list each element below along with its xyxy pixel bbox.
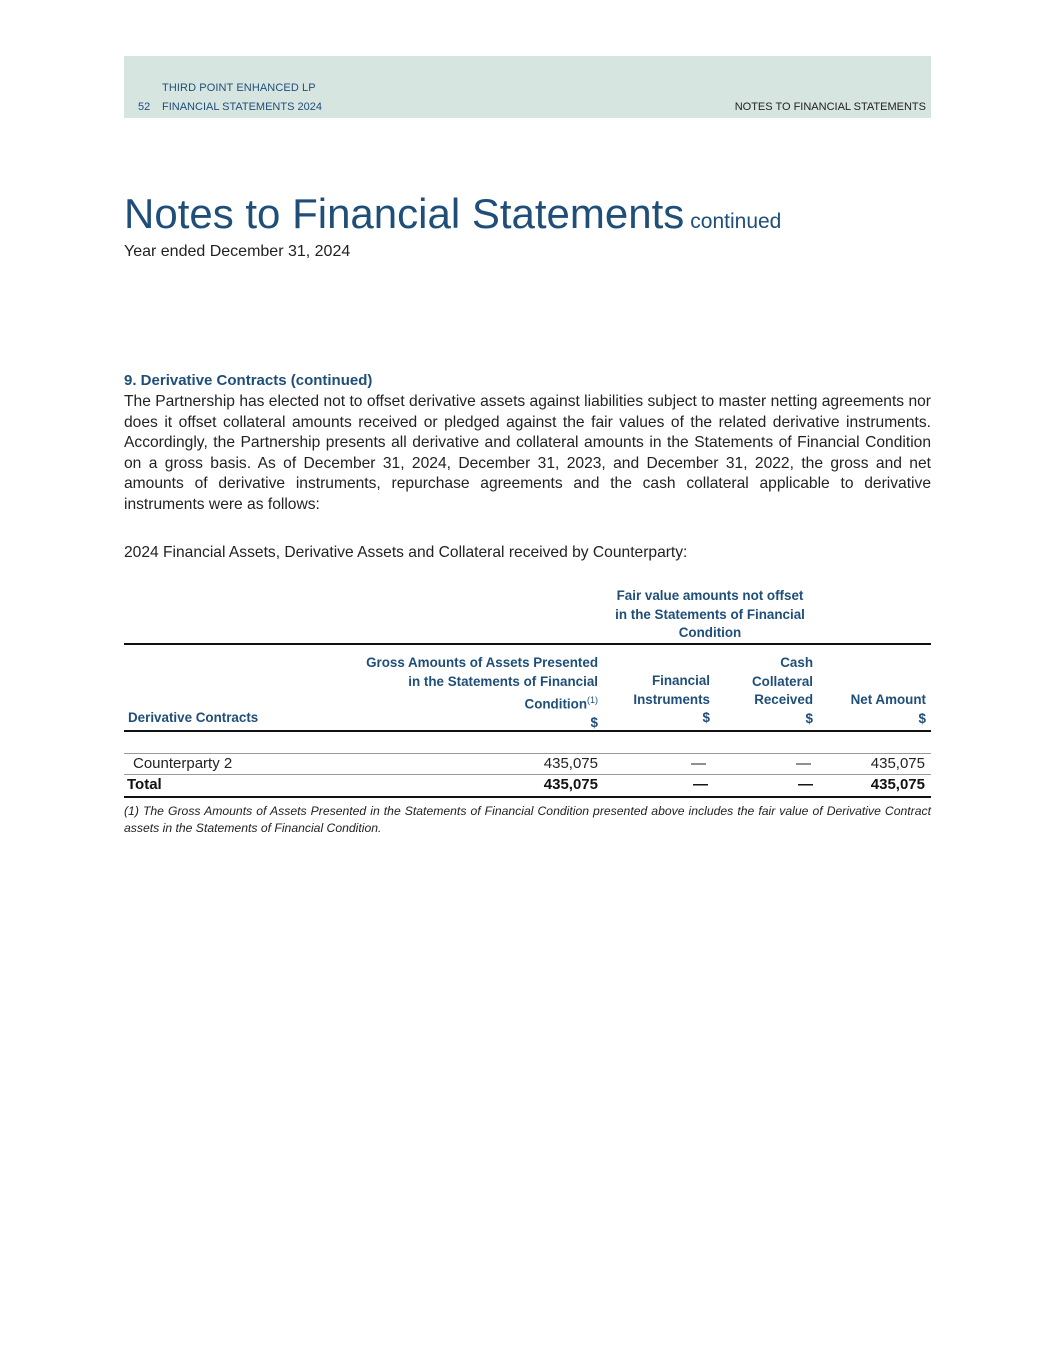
table-bottom-rule bbox=[124, 796, 931, 798]
section-heading: 9. Derivative Contracts (continued) bbox=[124, 372, 373, 389]
column-header-line: Condition$^{(1)}$ bbox=[524, 695, 598, 712]
table-footnote: (1) The Gross Amounts of Assets Presented in the Statements of Financial Condition presented above includes the fair value of Derivative Contract assets in the Statements of Financial Condition. bbox=[124, 804, 931, 835]
page-title-main: Notes to Financial Statements bbox=[124, 190, 685, 237]
row-rule bbox=[124, 753, 931, 754]
company-name: THIRD POINT ENHANCED LP bbox=[162, 82, 316, 94]
page-header bbox=[124, 56, 931, 118]
table-top-rule bbox=[124, 643, 931, 645]
column-header-line: in the Statements of Financial bbox=[408, 673, 598, 689]
page-subtitle: Year ended December 31, 2024 bbox=[124, 243, 351, 260]
column-header-unit: $ bbox=[590, 714, 598, 730]
column-header-unit: $ bbox=[805, 710, 813, 726]
column-header-unit: $ bbox=[918, 710, 926, 726]
group-header-line: Condition bbox=[678, 625, 742, 640]
page-title bbox=[124, 190, 781, 238]
section-body: The Partnership has elected not to offset derivative assets against liabilities subject to master netting agreements nor does it offset collateral amounts received or pledged against the fair values of the related derivative instruments. Accordingly, the Partnership presents all derivative and collateral amounts in the Statements of Financial Condition on a gross basis. As of December 31, 2024, December 31, 2023, and December 31, 2022, the gross and net amounts of derivative instruments, repurchase agreements and the cash collateral applicable to derivative instruments were as follows: bbox=[124, 393, 931, 513]
footnote-ref: (1) bbox=[587, 695, 598, 705]
group-header bbox=[600, 587, 820, 643]
column-header-line: Net Amount bbox=[850, 692, 926, 707]
column-header-line: Instruments bbox=[633, 691, 710, 707]
header-bottom-rule bbox=[124, 730, 931, 732]
page-number: 52 bbox=[138, 101, 151, 113]
column-header-line: Gross Amounts of Assets Presented bbox=[366, 655, 598, 670]
row-label: Counterparty 2 bbox=[133, 755, 233, 772]
column-header-cash bbox=[713, 654, 813, 728]
row-cash: — bbox=[796, 755, 811, 772]
total-label: Total bbox=[127, 776, 162, 793]
column-header-net bbox=[816, 691, 926, 728]
total-gross: 435,075 bbox=[543, 776, 598, 793]
group-header-line: in the Statements of Financial bbox=[615, 606, 805, 622]
total-net: 435,075 bbox=[870, 776, 925, 793]
column-header-financial bbox=[600, 672, 710, 728]
table-intro: 2024 Financial Assets, Derivative Assets and Collateral received by Counterparty: bbox=[124, 544, 688, 561]
row-gross: 435,075 bbox=[543, 755, 598, 772]
total-financial: — bbox=[693, 776, 708, 793]
row-net: 435,075 bbox=[870, 755, 925, 772]
row-financial: — bbox=[691, 755, 706, 772]
total-cash: — bbox=[798, 776, 813, 793]
report-name: FINANCIAL STATEMENTS 2024 bbox=[162, 101, 322, 113]
row-rule bbox=[124, 774, 931, 775]
column-header-line: Received bbox=[754, 692, 813, 707]
section-name: NOTES TO FINANCIAL STATEMENTS bbox=[734, 101, 926, 113]
column-header-label: Derivative Contracts bbox=[128, 710, 259, 725]
column-header-line: Cash bbox=[780, 655, 813, 670]
page-title-suffix: continued bbox=[690, 210, 782, 233]
column-header-gross bbox=[338, 654, 598, 732]
column-header-line: Financial bbox=[651, 673, 710, 688]
group-header-line: Fair value amounts not offset bbox=[616, 588, 804, 603]
column-header-unit: $ bbox=[702, 710, 710, 725]
column-header-line: Collateral bbox=[751, 673, 813, 689]
